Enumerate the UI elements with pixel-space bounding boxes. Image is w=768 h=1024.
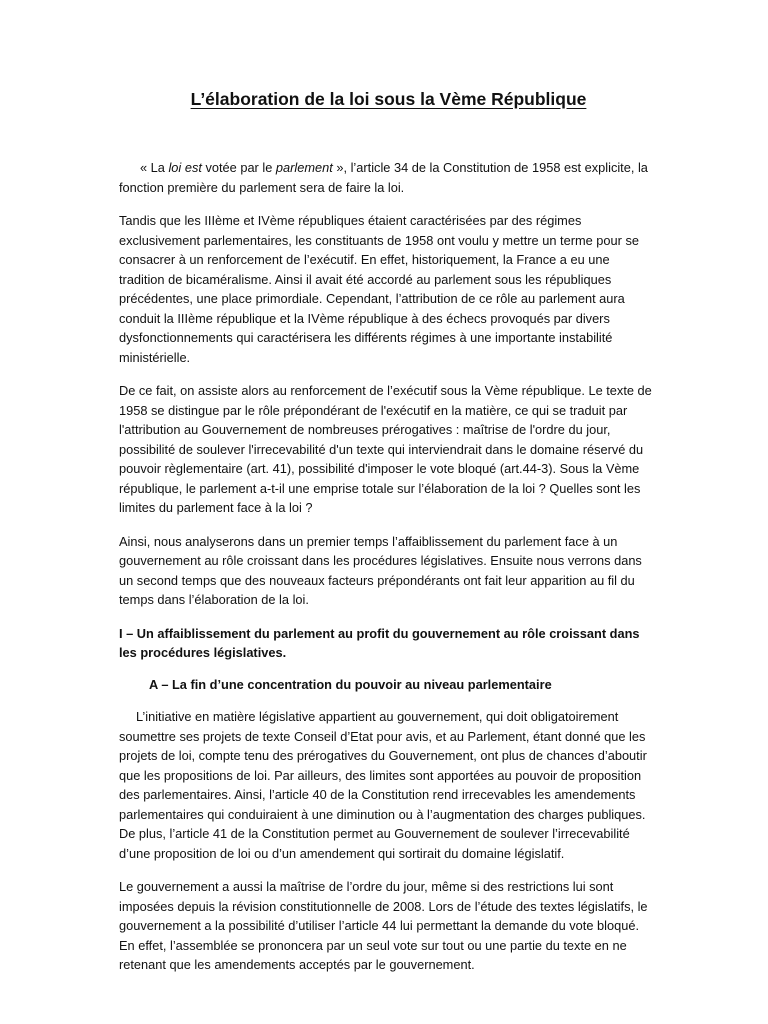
intro-rest: », l’article 34 de la Constitution de 1958 est explicite, la fonction première du parlement sera de faire la loi. <box>119 160 648 195</box>
subsection-heading-a: A – La fin d’une concentration du pouvoir au niveau parlementaire <box>149 676 552 692</box>
intro-italic-parlement: parlement <box>275 160 333 175</box>
intro-paragraph <box>119 158 658 197</box>
paragraph-renforcement: De ce fait, on assiste alors au renforcement de l’exécutif sous la Vème république. Le texte de 1958 se distingue par le rôle prépondérant de l'exécutif en la matière, ce qui se traduit par l'attribution au Gouvernement de nombreuses prérogatives : maîtrise de l'ordre du jour, possibilité de soulever l'irrecevabilité d'un texte qui interviendrait dans le domaine réservé du pouvoir règlementaire (art. 41), possibilité d'imposer le vote bloqué (art.44-3). Sous la Vème république, le parlement a-t-il une emprise totale sur l’élaboration de la loi ? Quelles sont les limites du parlement face à la loi ? <box>119 383 652 515</box>
paragraph-initiative: L’initiative en matière législative appartient au gouvernement, qui doit obligatoirement soumettre ses projets de texte Conseil d’Etat pour avis, et au Parlement, étant donné que les projets de loi, compte tenu des prérogatives du Gouvernement, ont plus de chances d’aboutir que les propositions de loi. Par ailleurs, des limites sont apportées au pouvoir de proposition des parlementaires. Ainsi, l’article 40 de la Constitution rend irrecevables les amendements parlementaires qui conduiraient à une diminution ou à l’augmentation des charges publiques. De plus, l’article 41 de la Constitution permet au Gouvernement de soulever l’irrecevabilité d’une proposition de loi ou d’un amendement qui sortirait du domaine législatif. <box>119 709 647 861</box>
paragraph-plan: Ainsi, nous analyserons dans un premier temps l’affaiblissement du parlement face à un gouvernement au rôle croissant dans les procédures législatives. Ensuite nous verrons dans un second temps que des nouveaux facteurs prépondérants ont fait leur apparition au fil du temps dans l’élaboration de la loi. <box>119 533 642 607</box>
intro-italic-loi-est: loi est <box>168 160 202 175</box>
intro-votee: votée par le <box>201 160 276 175</box>
intro-open: « La <box>140 160 169 175</box>
document-title: L’élaboration de la loi sous la Vème République <box>190 89 587 109</box>
paragraph-regimes: Tandis que les IIIème et IVème républiques étaient caractérisées par des régimes exclusivement parlementaires, les constituants de 1958 ont voulu y mettre un terme pour se consacrer à un renforcement de l’exécutif. En effet, historiquement, la France a eu une tradition de bicaméralisme. Ainsi il avait été accordé au parlement sous les républiques précédentes, une place primordiale. Cependant, l’attribution de ce rôle au parlement aura conduit la IIIème république et la IVème république à des échecs provoqués par divers dysfonctionnements qui caractérisera les différents régimes à une importante instabilité ministérielle. <box>119 213 639 365</box>
paragraph-ordre-du-jour: Le gouvernement a aussi la maîtrise de l’ordre du jour, même si des restrictions lui sont imposées depuis la révision constitutionnelle de 2008. Lors de l’étude des textes législatifs, le gouvernement a la possibilité d’utiliser l’article 44 lui permettant la demande du vote bloqué. En effet, l’assemblée se prononcera par un seul vote sur tout ou une partie du texte en ne retenant que les amendements acceptés par le gouvernement. <box>119 879 648 972</box>
section-heading-1: I – Un affaiblissement du parlement au profit du gouvernement au rôle croissant dans les procédures législatives. <box>119 625 640 660</box>
